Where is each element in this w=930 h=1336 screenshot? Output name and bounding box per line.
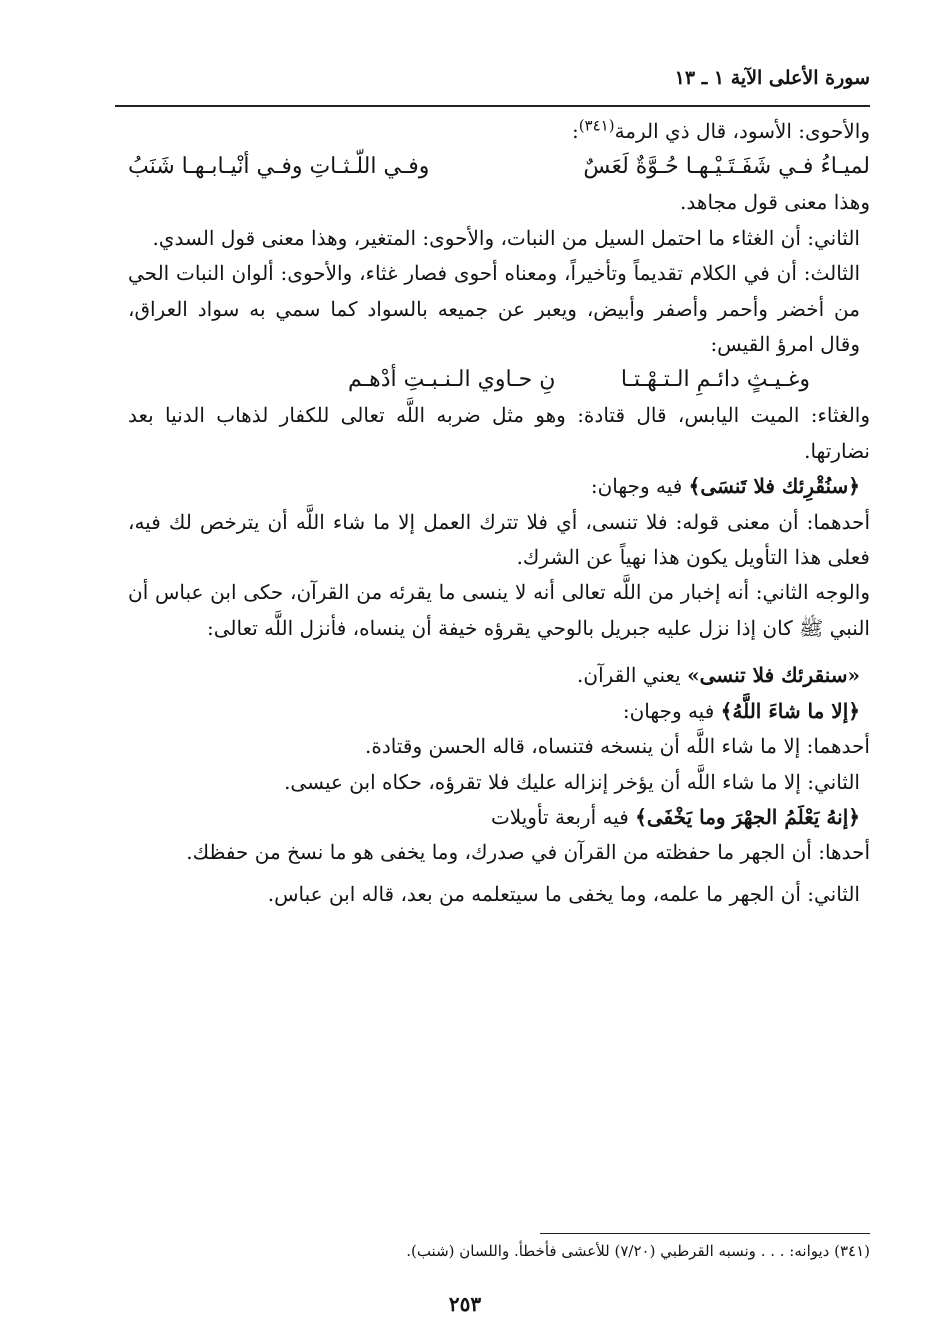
poetry-verse [128,362,870,398]
paragraph: أحدها: أن الجهر ما حفظته من القرآن في صدرك، وما يخفى هو ما نسخ من حفظك. [186,840,870,865]
paragraph: الثاني: أن الغثاء ما احتمل السيل من النبات، والأحوى: المتغير، وهذا معنى قول السدي. [152,225,860,250]
paragraph: أحدهما: أن معنى قوله: فلا تنسى، أي فلا تترك العمل إلا ما شاء اللَّه أن يترخص لك فيه، فعلى هذا التأويل يكون هذا نهياً عن الشرك. [128,509,871,570]
paragraph: أحدهما: إلا ما شاء اللَّه أن ينسخه فتنساه، قاله الحسن وقتادة. [365,734,870,759]
footnote-ref[interactable]: (٣٤١) [578,116,615,135]
paragraph-text: : [571,119,579,143]
heading-text: فيه أربعة تأويلات [490,804,636,829]
verse-hemistich-second: وفـي اللّـثـاتِ وفـي أنْيـابـهـا شَنَبُ [128,154,430,180]
page-body [128,114,870,912]
quran-heading [128,800,870,835]
paragraph: الثالث: أن في الكلام تقديماً وتأخيراً، ومعناه أحوى فصار غثاء، والأحوى: ألوان النبات الحي من أخضر وأحمر وأصفر وأبيض، ويعبر عن جميعه بالسواد كما سمي به سواد العراق، وقال امرؤ القيس: [128,261,860,357]
quran-heading [128,658,870,693]
quran-verse: ﴿سنُقْرِئك فلا تَنسَى﴾ [688,474,860,499]
heading-text: يعني القرآن. [577,663,688,688]
verse-hemistich-second: نِ حـاوي الـنـبـتِ أدْهـم [348,367,556,393]
footnote: (٣٤١) ديوانه: . . . ونسبه القرطبي (٧/٢٠) للأعشى فأخطأ. واللسان (شنب). [406,1242,870,1260]
paragraph [128,114,870,149]
quran-heading [128,469,870,504]
paragraph: الثاني: أن الجهر ما علمه، وما يخفى ما سيتعلمه من بعد، قاله ابن عباس. [267,881,860,906]
quran-verse: «سنقرئك فلا تنسى» [687,663,860,688]
header-rule [115,105,870,107]
heading-text: فيه وجهان: [622,698,721,723]
paragraph-text: والأحوى: الأسود، قال ذي الرمة [614,119,870,143]
poetry-verse [128,149,870,185]
quran-verse: ﴿إلا ما شاءَ اللَّهُ﴾ [720,698,860,723]
quran-heading [128,694,870,729]
verse-hemistich-first: وغـيـثٍ دائـمِ الـتـهْـتـا [620,367,810,393]
paragraph: والوجه الثاني: أنه إخبار من اللَّه تعالى أنه لا ينسى ما يقرئه من القرآن، حكى ابن عباس أن النبي ﷺ كان إذا نزل عليه جبريل بالوحي يقرؤه خيفة أن ينساه، فأنزل اللَّه تعالى: [128,580,870,640]
heading-text: فيه وجهان: [590,474,689,499]
footnote-rule [540,1233,870,1234]
page-number: ٢٥٣ [448,1292,482,1316]
paragraph: وهذا معنى قول مجاهد. [680,190,870,215]
paragraph: والغثاء: الميت اليابس، قال قتادة: وهو مثل ضربه اللَّه تعالى للكفار لذهاب الدنيا بعد نضارتها. [128,403,870,463]
verse-hemistich-first: لميـاءُ فـي شَفَـتَـيْـهـا حُـوَّةٌ لَعَسٌ [583,154,870,180]
quran-verse: ﴿إنهُ يَعْلَمُ الجهْرَ وما يَخْفَى﴾ [635,804,860,829]
paragraph: الثاني: إلا ما شاء اللَّه أن يؤخر إنزاله عليك فلا تقرؤه، حكاه ابن عيسى. [284,769,860,794]
running-header: سورة الأعلى الآية ١ ـ ١٣ [674,67,870,89]
